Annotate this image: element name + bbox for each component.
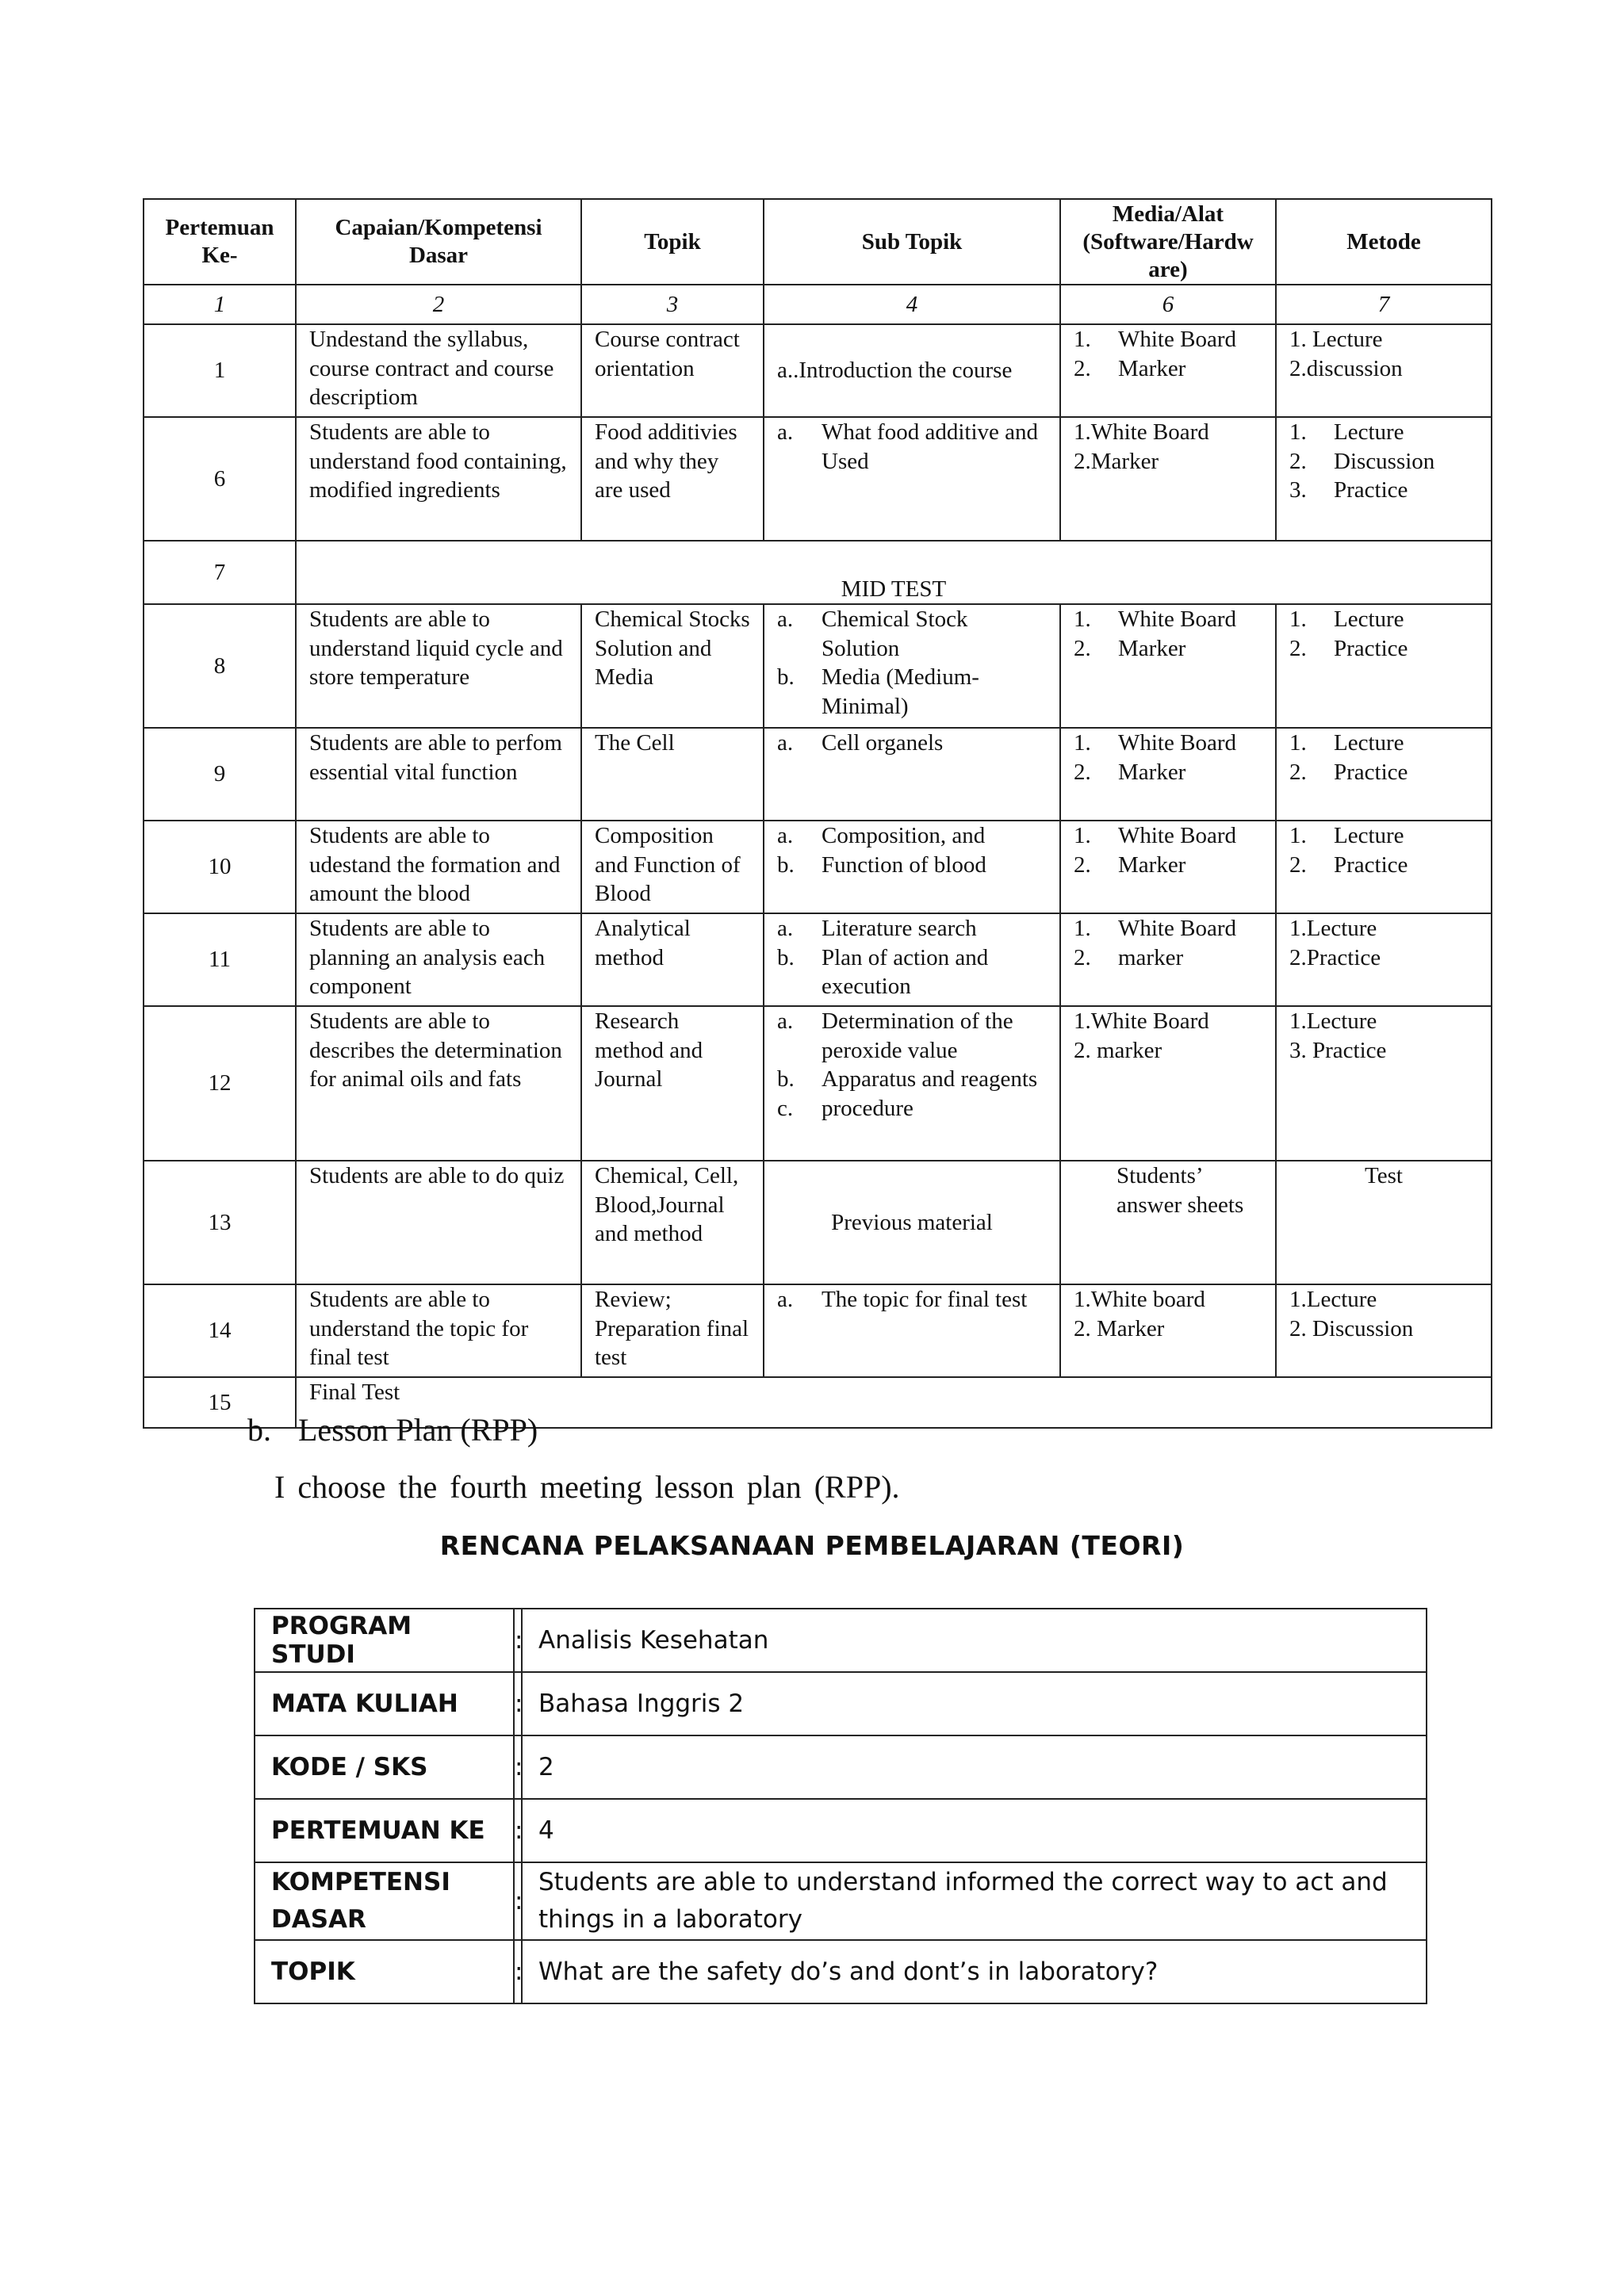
cell-media bbox=[1060, 324, 1276, 417]
list-marker: 1. bbox=[1289, 823, 1307, 848]
metode-list bbox=[1289, 605, 1478, 663]
rpp-separator: : bbox=[514, 1940, 522, 2003]
media-list bbox=[1074, 821, 1262, 879]
list-text: 2. Marker bbox=[1074, 1315, 1165, 1341]
cell-kompetensi: Students are able to planning an analysis each component bbox=[296, 913, 581, 1006]
list-marker: 2. bbox=[1074, 851, 1091, 878]
cell-topik: Composition and Function of Blood bbox=[581, 821, 764, 913]
list-marker: a. bbox=[777, 1287, 794, 1312]
cell-subtopik bbox=[764, 1006, 1060, 1161]
cell-kompetensi: Students are able to understand the topic for final test bbox=[296, 1284, 581, 1377]
rpp-row bbox=[255, 1940, 1427, 2003]
column-number: 2 bbox=[296, 285, 581, 324]
list-text: 2.Marker bbox=[1074, 448, 1159, 474]
list-item bbox=[1289, 729, 1478, 758]
list-text: White Board bbox=[1118, 916, 1236, 941]
subtopik-list bbox=[777, 605, 1047, 721]
list-item bbox=[777, 914, 1047, 943]
section-intro: I choose the fourth meeting lesson plan (RPP). bbox=[274, 1469, 900, 1505]
cell-metode bbox=[1276, 417, 1492, 541]
cell-subtopik bbox=[764, 417, 1060, 541]
list-marker: 2. bbox=[1074, 759, 1091, 785]
list-text: Marker bbox=[1118, 759, 1186, 785]
list-item bbox=[1289, 943, 1478, 973]
subtopik-list bbox=[777, 729, 1047, 758]
cell-media bbox=[1060, 604, 1276, 728]
list-text: Marker bbox=[1118, 851, 1186, 878]
rpp-separator: : bbox=[514, 1672, 522, 1735]
list-text: Function of blood bbox=[822, 851, 986, 878]
cell-metode bbox=[1276, 324, 1492, 417]
list-item bbox=[1074, 914, 1262, 943]
cell-subtopik bbox=[764, 728, 1060, 821]
cell-meeting: 6 bbox=[144, 417, 296, 541]
header-subtopik: Sub Topik bbox=[764, 199, 1060, 285]
cell-subtopik: a..Introduction the course bbox=[764, 324, 1060, 417]
cell-span-text: Final Test bbox=[296, 1377, 1492, 1428]
rpp-field-key: KODE / SKS bbox=[255, 1735, 514, 1799]
cell-kompetensi: Students are able to understand food containing, modified ingredients bbox=[296, 417, 581, 541]
cell-media bbox=[1060, 728, 1276, 821]
list-text: Determination of the peroxide value bbox=[822, 1008, 1013, 1063]
list-item bbox=[1074, 729, 1262, 758]
list-marker: 1. bbox=[1289, 730, 1307, 756]
list-item bbox=[1289, 325, 1478, 354]
list-item bbox=[1074, 1007, 1262, 1036]
list-text: White Board bbox=[1118, 730, 1236, 756]
list-item bbox=[1289, 1007, 1478, 1036]
cell-kompetensi: Students are able to describes the determination for animal oils and fats bbox=[296, 1006, 581, 1161]
list-text: Chemical Stock Solution bbox=[822, 607, 968, 661]
list-text: Practice bbox=[1334, 759, 1408, 785]
cell-meeting: 1 bbox=[144, 324, 296, 417]
cell-topik: Chemical, Cell, Blood,Journal and method bbox=[581, 1161, 764, 1284]
cell-meeting: 11 bbox=[144, 913, 296, 1006]
list-item bbox=[777, 729, 1047, 758]
header-topik: Topik bbox=[581, 199, 764, 285]
cell-kompetensi: Students are able to udestand the formation and amount the blood bbox=[296, 821, 581, 913]
cell-topik: Chemical Stocks Solution and Media bbox=[581, 604, 764, 728]
list-marker: 1. bbox=[1289, 419, 1307, 445]
list-marker: 2. bbox=[1289, 448, 1307, 474]
syllabus-table bbox=[143, 198, 1492, 1429]
header-metode: Metode bbox=[1276, 199, 1492, 285]
header-kompetensi: Capaian/Kompetensi Dasar bbox=[296, 199, 581, 285]
list-item bbox=[777, 418, 1047, 476]
list-text: White Board bbox=[1118, 607, 1236, 632]
list-item bbox=[1074, 1314, 1262, 1344]
subtopik-list bbox=[777, 1285, 1047, 1314]
list-item bbox=[1074, 447, 1262, 476]
list-marker: 3. bbox=[1289, 477, 1307, 503]
column-number: 4 bbox=[764, 285, 1060, 324]
cell-subtopik bbox=[764, 821, 1060, 913]
list-marker: b. bbox=[777, 664, 795, 690]
rpp-field-value: 4 bbox=[522, 1799, 1427, 1862]
list-text: Cell organels bbox=[822, 730, 944, 756]
metode-list bbox=[1289, 1007, 1478, 1065]
list-item bbox=[1074, 1036, 1262, 1066]
list-marker: a. bbox=[777, 916, 794, 941]
list-item bbox=[1074, 418, 1262, 447]
rpp-row bbox=[255, 1799, 1427, 1862]
cell-span-text: MID TEST bbox=[296, 541, 1492, 604]
list-item bbox=[1074, 325, 1262, 354]
cell-topik: The Cell bbox=[581, 728, 764, 821]
media-list bbox=[1074, 729, 1262, 786]
list-marker: 1. bbox=[1074, 607, 1091, 632]
header-pertemuan: Pertemuan Ke- bbox=[144, 199, 296, 285]
list-text: procedure bbox=[822, 1095, 914, 1121]
media-list bbox=[1074, 1285, 1262, 1343]
media-list bbox=[1074, 914, 1262, 972]
list-marker: 1. bbox=[1289, 607, 1307, 632]
cell-meeting: 7 bbox=[144, 541, 296, 604]
cell-metode bbox=[1276, 604, 1492, 728]
cell-kompetensi: Students are able to understand liquid cycle and store temperature bbox=[296, 604, 581, 728]
column-number: 1 bbox=[144, 285, 296, 324]
list-item bbox=[1289, 1285, 1478, 1314]
list-text: 1.Lecture bbox=[1289, 916, 1377, 941]
list-text: Media (Medium-Minimal) bbox=[822, 664, 979, 719]
list-item bbox=[1074, 851, 1262, 880]
cell-topik: Research method and Journal bbox=[581, 1006, 764, 1161]
list-item bbox=[1074, 354, 1262, 384]
metode-list bbox=[1289, 1285, 1478, 1343]
list-item bbox=[1289, 1314, 1478, 1344]
cell-meeting: 10 bbox=[144, 821, 296, 913]
list-text: 1.Lecture bbox=[1289, 1287, 1377, 1312]
list-text: 2.Practice bbox=[1289, 944, 1381, 970]
cell-kompetensi: Undestand the syllabus, course contract and course descriptiom bbox=[296, 324, 581, 417]
list-text: Lecture bbox=[1334, 419, 1404, 445]
rpp-separator: : bbox=[514, 1609, 522, 1672]
list-item bbox=[1289, 914, 1478, 943]
list-text: What food additive and Used bbox=[822, 419, 1038, 474]
cell-subtopik: Previous material bbox=[764, 1161, 1060, 1284]
cell-metode bbox=[1276, 728, 1492, 821]
list-marker: a. bbox=[777, 1008, 794, 1034]
cell-topik: Analytical method bbox=[581, 913, 764, 1006]
list-text: 1.White Board bbox=[1074, 419, 1209, 445]
cell-meeting: 14 bbox=[144, 1284, 296, 1377]
list-marker: 2. bbox=[1074, 944, 1091, 970]
subtopik-list bbox=[777, 821, 1047, 879]
table-row bbox=[144, 324, 1492, 417]
list-text: Marker bbox=[1118, 355, 1186, 381]
list-item bbox=[1289, 418, 1478, 447]
list-text: 2. Discussion bbox=[1289, 1315, 1414, 1341]
header-row bbox=[144, 199, 1492, 285]
table-row bbox=[144, 1006, 1492, 1161]
metode-list bbox=[1289, 729, 1478, 786]
list-text: 2. marker bbox=[1074, 1037, 1162, 1063]
cell-meeting: 15 bbox=[144, 1377, 296, 1428]
cell-metode bbox=[1276, 1284, 1492, 1377]
list-text: Practice bbox=[1334, 635, 1408, 661]
cell-metode: Test bbox=[1276, 1161, 1492, 1284]
list-text: White Board bbox=[1118, 327, 1236, 352]
metode-list bbox=[1289, 325, 1478, 383]
table-row bbox=[144, 417, 1492, 541]
list-item bbox=[1289, 354, 1478, 384]
list-text: marker bbox=[1118, 944, 1184, 970]
cell-meeting: 8 bbox=[144, 604, 296, 728]
media-list bbox=[1074, 418, 1262, 476]
cell-metode bbox=[1276, 1006, 1492, 1161]
table-row bbox=[144, 1284, 1492, 1377]
rpp-field-key: MATA KULIAH bbox=[255, 1672, 514, 1735]
metode-list bbox=[1289, 821, 1478, 879]
column-number: 6 bbox=[1060, 285, 1276, 324]
syllabus-body bbox=[144, 324, 1492, 1428]
list-item bbox=[1289, 851, 1478, 880]
rpp-row bbox=[255, 1609, 1427, 1672]
table-row bbox=[144, 821, 1492, 913]
metode-list bbox=[1289, 418, 1478, 505]
list-item bbox=[777, 1007, 1047, 1065]
rpp-field-value: Bahasa Inggris 2 bbox=[522, 1672, 1427, 1735]
rpp-field-value: Students are able to understand informed the correct way to act and things in a laboratory bbox=[522, 1862, 1427, 1940]
list-marker: a. bbox=[777, 730, 794, 756]
header-media: Media/Alat (Software/Hardw are) bbox=[1060, 199, 1276, 285]
list-item bbox=[1074, 1285, 1262, 1314]
cell-media: Students’ answer sheets bbox=[1060, 1161, 1276, 1284]
cell-topik: Review; Preparation final test bbox=[581, 1284, 764, 1377]
list-text: Apparatus and reagents bbox=[822, 1066, 1038, 1092]
cell-topik: Course contract orientation bbox=[581, 324, 764, 417]
cell-subtopik bbox=[764, 1284, 1060, 1377]
list-text: 1.Lecture bbox=[1289, 1008, 1377, 1034]
list-text: Composition, and bbox=[822, 823, 986, 848]
list-text: 1. Lecture bbox=[1289, 327, 1383, 352]
rpp-field-value: 2 bbox=[522, 1735, 1427, 1799]
list-item bbox=[777, 1285, 1047, 1314]
list-item bbox=[777, 1065, 1047, 1094]
list-item bbox=[1289, 476, 1478, 505]
metode-list bbox=[1289, 914, 1478, 972]
cell-metode bbox=[1276, 913, 1492, 1006]
list-item bbox=[1074, 634, 1262, 664]
cell-media bbox=[1060, 1284, 1276, 1377]
list-item bbox=[1289, 634, 1478, 664]
cell-media bbox=[1060, 1006, 1276, 1161]
list-item bbox=[1074, 605, 1262, 634]
list-text: Lecture bbox=[1334, 823, 1404, 848]
rpp-separator: : bbox=[514, 1735, 522, 1799]
list-text: 1.White Board bbox=[1074, 1008, 1209, 1034]
cell-media bbox=[1060, 913, 1276, 1006]
list-text: Practice bbox=[1334, 851, 1408, 878]
table-row bbox=[144, 913, 1492, 1006]
list-text: 2.discussion bbox=[1289, 355, 1403, 381]
rpp-field-key: PERTEMUAN KE bbox=[255, 1799, 514, 1862]
rpp-separator: : bbox=[514, 1799, 522, 1862]
column-number: 7 bbox=[1276, 285, 1492, 324]
section-heading bbox=[247, 1411, 538, 1448]
numbering-row bbox=[144, 285, 1492, 324]
list-text: White Board bbox=[1118, 823, 1236, 848]
list-text: Lecture bbox=[1334, 730, 1404, 756]
list-marker: 2. bbox=[1074, 355, 1091, 381]
list-text: 3. Practice bbox=[1289, 1037, 1387, 1063]
list-text: Plan of action and execution bbox=[822, 944, 989, 999]
media-list bbox=[1074, 605, 1262, 663]
rpp-field-value: Analisis Kesehatan bbox=[522, 1609, 1427, 1672]
list-item bbox=[1289, 605, 1478, 634]
section-label: b. bbox=[247, 1412, 271, 1448]
media-list bbox=[1074, 1007, 1262, 1065]
cell-meeting: 13 bbox=[144, 1161, 296, 1284]
list-text: Lecture bbox=[1334, 607, 1404, 632]
cell-meeting: 9 bbox=[144, 728, 296, 821]
list-item bbox=[1074, 758, 1262, 787]
rpp-field-key: TOPIK bbox=[255, 1940, 514, 2003]
subtopik-list bbox=[777, 1007, 1047, 1123]
table-row bbox=[144, 541, 1492, 604]
rpp-field-key: PROGRAM STUDI bbox=[255, 1609, 514, 1672]
cell-media bbox=[1060, 821, 1276, 913]
rpp-title: RENCANA PELAKSANAAN PEMBELAJARAN (TEORI) bbox=[439, 1530, 1185, 1561]
cell-subtopik bbox=[764, 604, 1060, 728]
list-text: The topic for final test bbox=[822, 1287, 1028, 1312]
subtopik-list bbox=[777, 914, 1047, 1001]
rpp-separator: : bbox=[514, 1862, 522, 1940]
list-item bbox=[1074, 943, 1262, 973]
cell-topik: Food additivies and why they are used bbox=[581, 417, 764, 541]
list-item bbox=[1289, 758, 1478, 787]
rpp-field-value: What are the safety do’s and dont’s in laboratory? bbox=[522, 1940, 1427, 2003]
column-number: 3 bbox=[581, 285, 764, 324]
list-marker: 1. bbox=[1074, 916, 1091, 941]
list-item bbox=[777, 821, 1047, 851]
table-row bbox=[144, 728, 1492, 821]
list-item bbox=[777, 851, 1047, 880]
cell-kompetensi: Students are able to perfom essential vital function bbox=[296, 728, 581, 821]
list-marker: 1. bbox=[1074, 730, 1091, 756]
table-row bbox=[144, 1161, 1492, 1284]
cell-subtopik bbox=[764, 913, 1060, 1006]
list-marker: 2. bbox=[1074, 635, 1091, 661]
list-item bbox=[1289, 821, 1478, 851]
list-marker: b. bbox=[777, 1066, 795, 1092]
list-item bbox=[1289, 1036, 1478, 1066]
list-text: Literature search bbox=[822, 916, 977, 941]
list-text: 1.White board bbox=[1074, 1287, 1205, 1312]
rpp-info-table bbox=[254, 1608, 1427, 2004]
list-item bbox=[777, 943, 1047, 1001]
list-marker: 2. bbox=[1289, 851, 1307, 878]
list-item bbox=[777, 1094, 1047, 1123]
list-text: Marker bbox=[1118, 635, 1186, 661]
list-item bbox=[1289, 447, 1478, 476]
list-marker: 2. bbox=[1289, 759, 1307, 785]
media-list bbox=[1074, 325, 1262, 383]
list-text: Practice bbox=[1334, 477, 1408, 503]
list-marker: a. bbox=[777, 607, 794, 632]
list-marker: a. bbox=[777, 823, 794, 848]
list-marker: 2. bbox=[1289, 635, 1307, 661]
list-marker: b. bbox=[777, 851, 795, 878]
rpp-row bbox=[255, 1862, 1427, 1940]
list-marker: 1. bbox=[1074, 823, 1091, 848]
section-title: Lesson Plan (RPP) bbox=[298, 1412, 538, 1448]
rpp-field-key: KOMPETENSI DASAR bbox=[255, 1862, 514, 1940]
list-item bbox=[777, 605, 1047, 663]
list-marker: 1. bbox=[1074, 327, 1091, 352]
list-marker: a. bbox=[777, 419, 794, 445]
list-text: Discussion bbox=[1334, 448, 1435, 474]
subtopik-list bbox=[777, 418, 1047, 476]
list-marker: b. bbox=[777, 944, 795, 970]
list-item bbox=[1074, 821, 1262, 851]
rpp-row bbox=[255, 1735, 1427, 1799]
cell-kompetensi: Students are able to do quiz bbox=[296, 1161, 581, 1284]
cell-metode bbox=[1276, 821, 1492, 913]
cell-meeting: 12 bbox=[144, 1006, 296, 1161]
list-marker: c. bbox=[777, 1095, 794, 1121]
rpp-info-body bbox=[255, 1609, 1427, 2003]
cell-media bbox=[1060, 417, 1276, 541]
table-row bbox=[144, 604, 1492, 728]
list-item bbox=[777, 663, 1047, 721]
rpp-row bbox=[255, 1672, 1427, 1735]
